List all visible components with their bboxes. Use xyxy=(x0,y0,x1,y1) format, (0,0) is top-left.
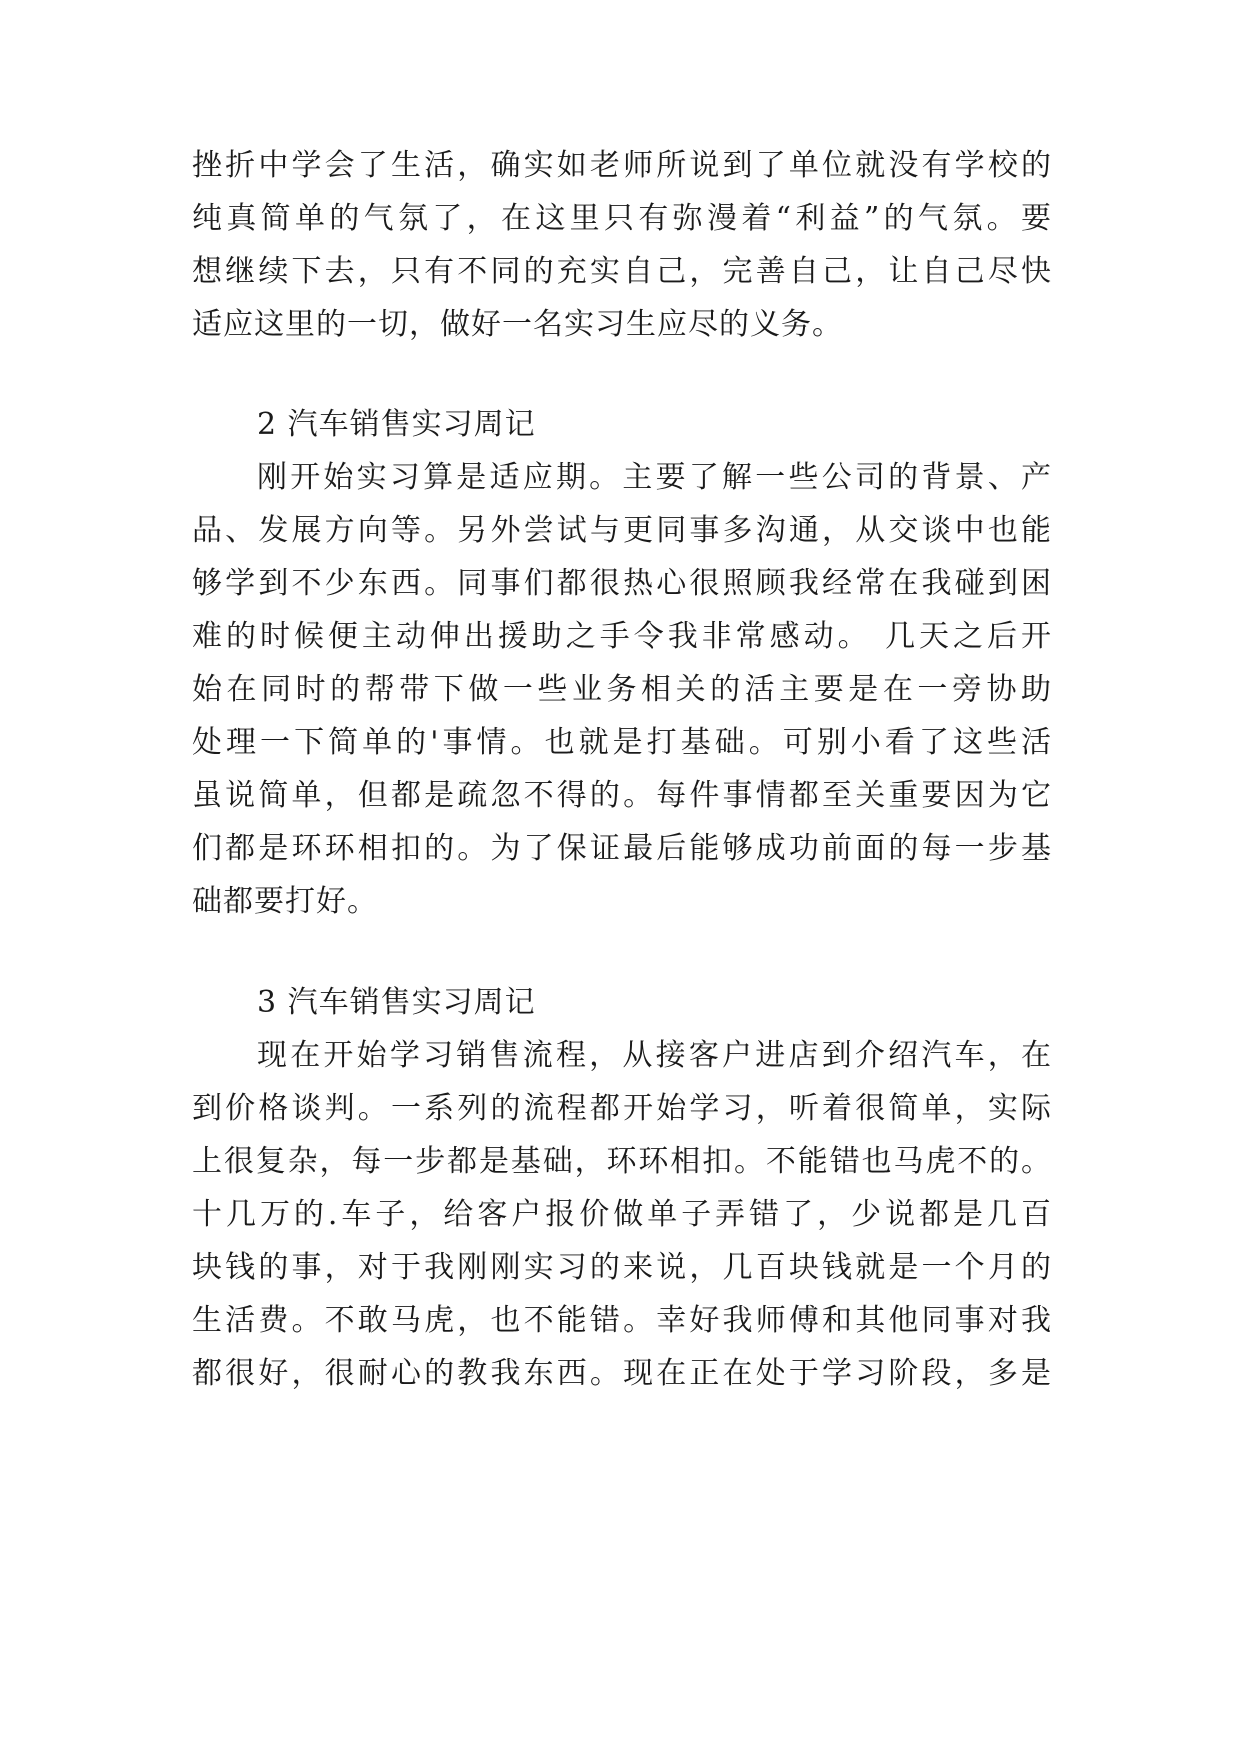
paragraph-line: 品、发展方向等。另外尝试与更同事多沟通，从交谈中也能 xyxy=(192,513,1052,548)
paragraph-line: 上很复杂，每一步都是基础，环环相扣。不能错也马虎不的。 xyxy=(192,1144,1052,1179)
paragraph-line: 挫折中学会了生活，确实如老师所说到了单位就没有学校的 xyxy=(192,148,1052,183)
paragraph-line: 刚开始实习算是适应期。主要了解一些公司的背景、产 xyxy=(257,460,1052,495)
paragraph-line: 想继续下去，只有不同的充实自己，完善自己，让自己尽快 xyxy=(192,254,1052,289)
paragraph-line: 现在开始学习销售流程，从接客户进店到介绍汽车，在 xyxy=(257,1038,1052,1073)
paragraph-line: 纯真简单的气氛了，在这里只有弥漫着“利益”的气氛。要 xyxy=(192,201,1052,236)
section-heading: 2 汽车销售实习周记 xyxy=(257,407,536,442)
paragraph-line: 们都是环环相扣的。为了保证最后能够成功前面的每一步基 xyxy=(192,831,1052,866)
paragraph-line: 处理一下简单的'事情。也就是打基础。可别小看了这些活 xyxy=(192,725,1052,760)
paragraph-line: 础都要打好。 xyxy=(192,884,378,919)
section-heading: 3 汽车销售实习周记 xyxy=(257,985,536,1020)
paragraph-line: 难的时候便主动伸出援助之手令我非常感动。 几天之后开 xyxy=(192,619,1052,654)
paragraph-line: 够学到不少东西。同事们都很热心很照顾我经常在我碰到困 xyxy=(192,566,1052,601)
paragraph-line: 到价格谈判。一系列的流程都开始学习，听着很简单，实际 xyxy=(192,1091,1052,1126)
paragraph-line: 块钱的事，对于我刚刚实习的来说，几百块钱就是一个月的 xyxy=(192,1250,1052,1285)
paragraph-line: 始在同时的帮带下做一些业务相关的活主要是在一旁协助 xyxy=(192,672,1052,707)
paragraph-line: 都很好，很耐心的教我东西。现在正在处于学习阶段，多是 xyxy=(192,1356,1052,1391)
paragraph-line: 虽说简单，但都是疏忽不得的。每件事情都至关重要因为它 xyxy=(192,778,1052,813)
paragraph-line: 适应这里的一切，做好一名实习生应尽的义务。 xyxy=(192,307,843,342)
paragraph-line: 生活费。不敢马虎，也不能错。幸好我师傅和其他同事对我 xyxy=(192,1303,1052,1338)
paragraph-line: 十几万的.车子，给客户报价做单子弄错了，少说都是几百 xyxy=(192,1197,1052,1232)
